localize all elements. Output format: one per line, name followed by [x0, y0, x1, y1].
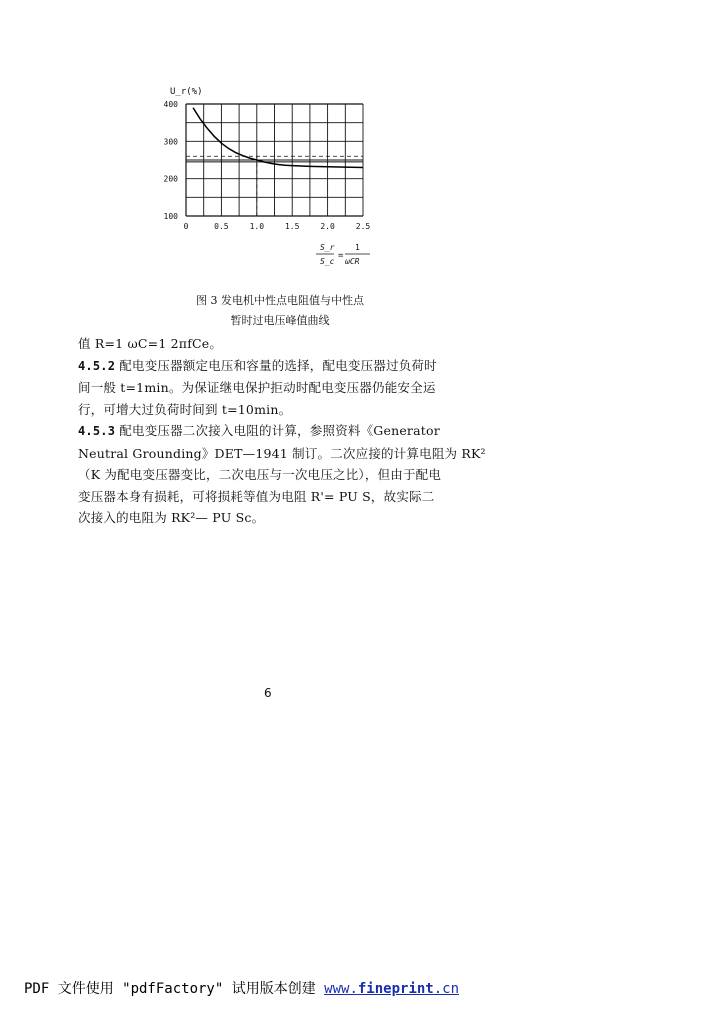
- y-tick-label: 100: [163, 212, 178, 221]
- body-line: 间一般 t=1min。为保证继电保护拒动时配电变压器仍能安全运: [78, 380, 436, 395]
- figure-caption-line1: 图 3 发电机中性点电阻值与中性点: [196, 294, 364, 307]
- body-line: Neutral Grounding》DET—1941 制订。二次应接的计算电阻为 RK²: [78, 445, 486, 461]
- y-tick-label: 200: [163, 174, 178, 184]
- x-tick-label: 1.5: [284, 222, 300, 231]
- x-label-rhs-numerator: 1: [355, 243, 360, 252]
- series-curves: [193, 108, 363, 168]
- x-tick-label: 0.5: [214, 222, 229, 231]
- x-label-numerator: S_r: [320, 243, 335, 252]
- series-line: [193, 108, 363, 168]
- x-tick-label: 2.5: [355, 222, 371, 231]
- body-text: [78, 333, 486, 529]
- pdf-footer: [24, 978, 459, 998]
- body-line: 变压器本身有损耗，可将损耗等值为电阻 R'= PU S，故实际二: [78, 488, 435, 504]
- body-line: 次接入的电阻为 RK²— PU Sc。: [78, 510, 265, 525]
- y-tick-label: 300: [163, 137, 178, 147]
- fineprint-link[interactable]: www.fineprint.cn: [324, 981, 460, 997]
- figure-caption-line2: 暂时过电压峰值曲线: [230, 314, 330, 327]
- x-label-rhs-denominator: ωCR: [345, 257, 360, 266]
- x-label-equals: =: [338, 251, 344, 261]
- section-number: 4.5.2: [78, 358, 116, 373]
- body-line: （K 为配电变压器变比，二次电压与一次电压之比），但由于配电: [78, 467, 442, 482]
- x-label-denominator: S_c: [320, 257, 335, 266]
- x-tick-label: 1.0: [249, 222, 265, 231]
- y-tick-label: 400: [163, 100, 178, 109]
- x-tick-label: 0: [183, 222, 189, 231]
- chart-grid: [186, 104, 363, 216]
- x-tick-label: 2.0: [320, 222, 335, 231]
- footer-text: PDF 文件使用 "pdfFactory" 试用版本创建: [24, 981, 325, 997]
- y-axis-label: U_r(%): [170, 87, 203, 97]
- body-line: 行，可增大过负荷时间到 t=10min。: [78, 401, 292, 417]
- overvoltage-chart: [140, 80, 380, 280]
- section-number: 4.5.3: [78, 424, 116, 438]
- tick-labels: [164, 100, 371, 231]
- page-number: 6: [264, 686, 272, 700]
- body-line: 4.5.2 配电变压器额定电压和容量的选择，配电变压器过负荷时: [78, 357, 437, 373]
- body-line: 值 R=1 ωC=1 2πfCe。: [78, 336, 223, 351]
- body-line: 4.5.3 配电变压器二次接入电阻的计算，参照资料《Generator: [78, 423, 440, 438]
